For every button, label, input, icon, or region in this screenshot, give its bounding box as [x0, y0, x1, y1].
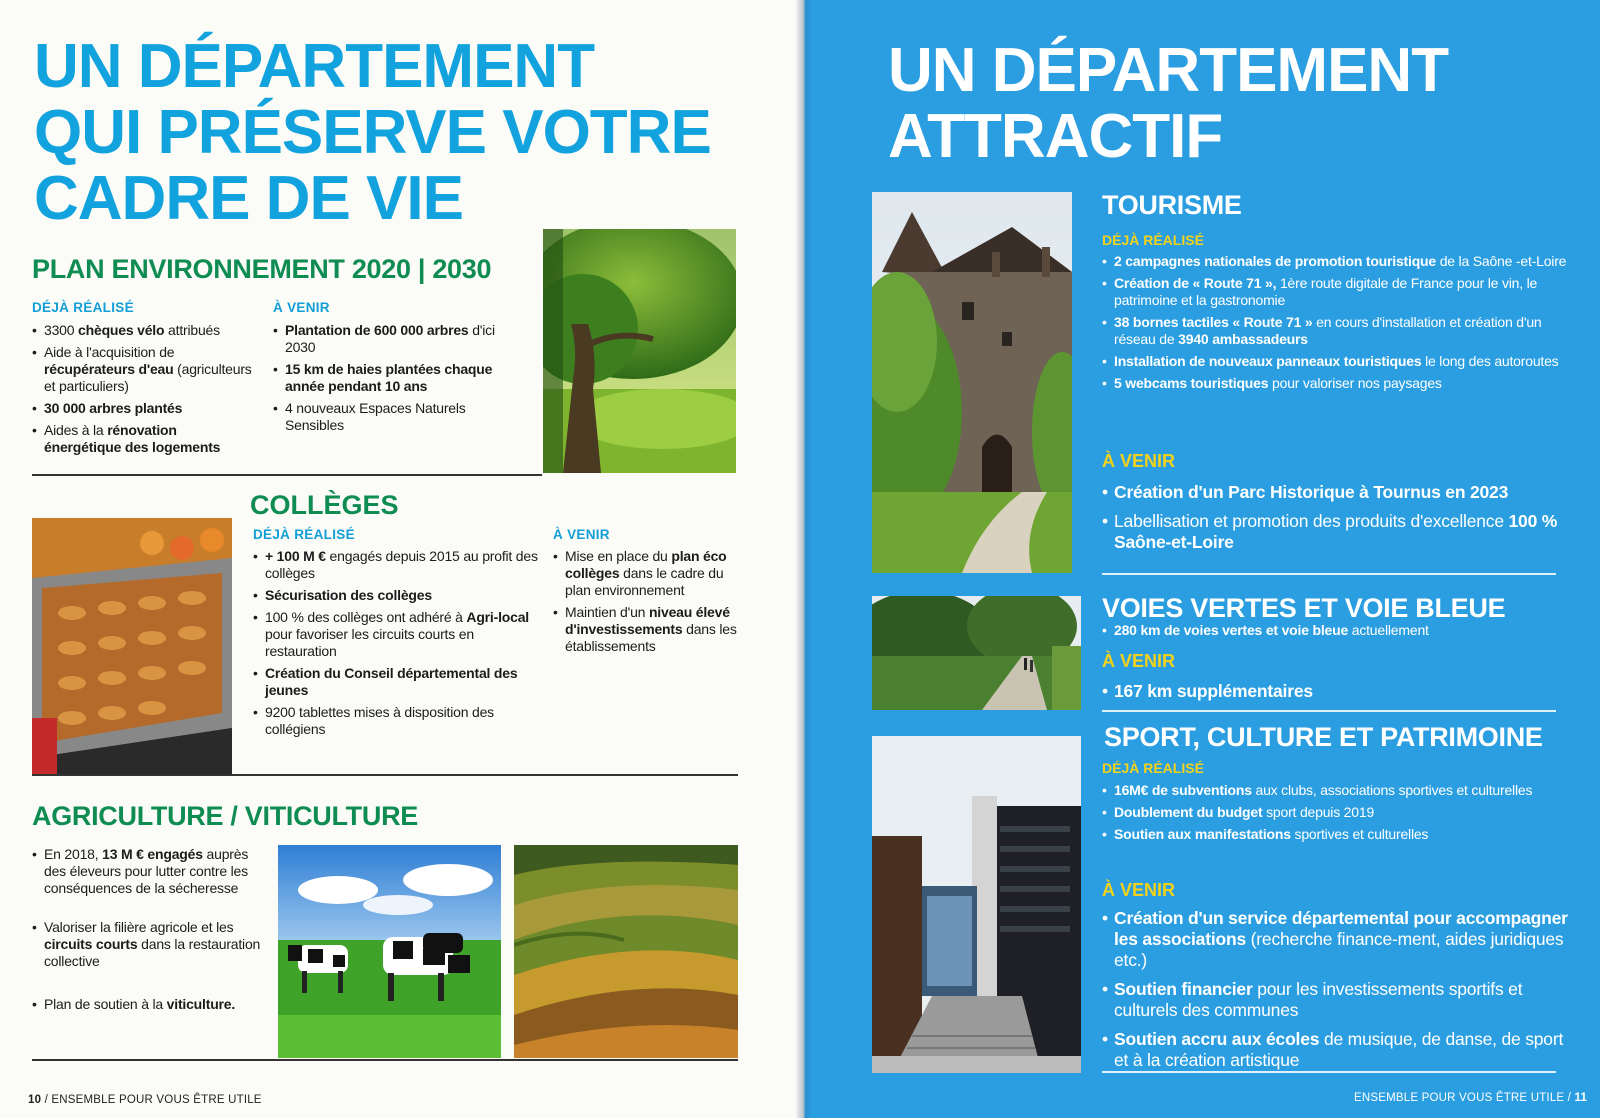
cows-photo: [278, 845, 501, 1058]
plan-realise-item-bold: récupérateurs d'eau: [44, 361, 174, 377]
plan-realise-item-text: 3300: [44, 322, 79, 338]
right-footer-text: ENSEMBLE POUR VOUS ÊTRE UTILE /: [1354, 1092, 1575, 1104]
tourisme-avenir-item: [1102, 482, 1572, 503]
tourisme-avenir-list: [1102, 482, 1572, 561]
left-page-title: [34, 34, 711, 232]
tourisme-realise-item: [1102, 275, 1572, 309]
cafeteria-food-photo: [32, 518, 232, 774]
voies-current-text: actuellement: [1348, 622, 1429, 638]
sport-realise-item-bold: Soutien aux manifestations: [1114, 826, 1291, 842]
plan-realise-item-text: Aide à l'acquisition de: [44, 344, 175, 360]
plan-bottom-rule: [32, 474, 542, 476]
building-photo: [872, 736, 1081, 1073]
sport-avenir-item: [1102, 908, 1572, 971]
tourisme-realise-item: [1102, 253, 1572, 270]
left-title-line-2: QUI PRÉSERVE VOTRE: [34, 98, 711, 167]
tourisme-avenir-item: [1102, 511, 1572, 553]
left-page-number: 10: [28, 1094, 42, 1106]
plan-realise-item: [32, 400, 257, 417]
plan-avenir-item: [273, 361, 518, 395]
colleges-realise-item-text: pour favoriser les circuits courts en restauration: [265, 626, 474, 659]
tourisme-realise-item-text: de la Saône -et-Loire: [1436, 253, 1567, 269]
plan-realise-item-text: Aides à la: [44, 422, 108, 438]
sport-avenir-item-text: de musique, de danse, de sport et à la création artistique: [1114, 1029, 1564, 1070]
agriculture-item: [32, 846, 267, 897]
agriculture-item-text: dans la restauration collective: [44, 936, 261, 969]
sport-avenir-item: [1102, 1029, 1572, 1071]
plan-avenir-item-bold: 15 km de haies plantées chaque année pendant 10 ans: [285, 361, 493, 394]
plan-realise-item-text: attribués: [164, 322, 220, 338]
plan-realise-item: [32, 422, 257, 456]
sport-avenir-item-text: (recherche finance-ment, aides juridiques etc.): [1114, 929, 1564, 970]
plan-avenir-list: [273, 322, 518, 439]
sport-avenir-label: À VENIR: [1102, 880, 1176, 900]
voies-avenir-list: [1102, 681, 1572, 710]
colleges-realise-label: DÉJÀ RÉALISÉ: [253, 527, 355, 542]
voies-current-list: [1102, 622, 1572, 644]
tourisme-realise-item-text: le long des autoroutes: [1421, 353, 1559, 369]
agriculture-item-text: Valoriser la filière agricole et les: [44, 919, 234, 935]
colleges-realise-item-bold: Sécurisation des collèges: [265, 587, 432, 603]
sport-realise-item-bold: 16M€ de subventions: [1114, 782, 1252, 798]
tourisme-avenir-item-bold: 100 % Saône-et-Loire: [1114, 511, 1558, 552]
colleges-realise-item: [253, 548, 538, 582]
colleges-realise-list: [253, 548, 538, 743]
sport-avenir-item-bold: Soutien financier: [1114, 979, 1253, 999]
page-gutter: [796, 0, 812, 1118]
tourisme-realise-item: [1102, 375, 1572, 392]
tourisme-realise-item: [1102, 353, 1572, 370]
tourisme-avenir-item-text: Labellisation et promotion des produits d'excellence: [1114, 511, 1509, 531]
plan-realise-label: DÉJÀ RÉALISÉ: [32, 300, 134, 315]
voies-avenir-label: À VENIR: [1102, 651, 1176, 671]
colleges-avenir-item-bold: plan éco collèges: [565, 548, 727, 581]
left-footer: [28, 1094, 262, 1106]
agriculture-item-bold: circuits courts: [44, 936, 138, 952]
plan-realise-item-bold: rénovation énergétique des logements: [44, 422, 221, 455]
tourisme-avenir-item-bold: Création d'un Parc Historique à Tournus en 2023: [1114, 482, 1509, 502]
right-title-line-1: UN DÉPARTEMENT: [888, 36, 1449, 105]
tourisme-realise-item-bold: 38 bornes tactiles « Route 71 »: [1114, 314, 1313, 330]
right-title-line-2: ATTRACTIF: [888, 102, 1223, 171]
tourisme-realise-item-bold: 3940 ambassadeurs: [1178, 331, 1308, 347]
right-page-title: [888, 38, 1448, 170]
right-footer: [1354, 1092, 1587, 1104]
tourisme-title: TOURISME: [1102, 190, 1242, 220]
plan-avenir-item-text: d'ici 2030: [285, 322, 495, 355]
sport-avenir-item-bold: Soutien accru aux écoles: [1114, 1029, 1320, 1049]
colleges-realise-item-text: 9200 tablettes mises à disposition des collégiens: [265, 704, 494, 737]
sport-avenir-item: [1102, 979, 1572, 1021]
plan-avenir-label: À VENIR: [273, 300, 330, 315]
tourisme-realise-item-text: en cours d'installation et création d'un réseau de: [1114, 314, 1542, 347]
tourisme-realise-item-text: 1ère route digitale de France pour le vin, le patrimoine et la gastronomie: [1114, 275, 1538, 308]
voies-avenir-item: [1102, 681, 1572, 702]
colleges-avenir-item-text: dans les établissements: [565, 621, 737, 654]
plan-realise-item: [32, 344, 257, 395]
colleges-avenir-label: À VENIR: [553, 527, 610, 542]
tourisme-realise-item: [1102, 314, 1572, 348]
voies-current-bold: 280 km de voies vertes et voie bleue: [1114, 622, 1349, 638]
vineyard-photo: [514, 845, 738, 1058]
tourisme-avenir-label: À VENIR: [1102, 451, 1176, 471]
voies-title: VOIES VERTES ET VOIE BLEUE: [1102, 593, 1506, 623]
voies-bottom-rule: [1102, 710, 1556, 712]
plan-realise-item: [32, 322, 257, 339]
tourisme-realise-item-bold: 5 webcams touristiques: [1114, 375, 1269, 391]
colleges-avenir-item-text: Mise en place du: [565, 548, 672, 564]
agriculture-item-text: Plan de soutien à la: [44, 996, 167, 1012]
sport-bottom-rule: [1102, 1071, 1556, 1073]
left-title-line-3: CADRE DE VIE: [34, 164, 463, 233]
greenway-photo: [872, 596, 1081, 710]
tourisme-realise-item-bold: 2 campagnes nationales de promotion touristique: [1114, 253, 1436, 269]
plan-avenir-item-bold: Plantation de 600 000 arbres: [285, 322, 469, 338]
tourisme-bottom-rule: [1102, 573, 1556, 575]
colleges-realise-item-text: 100 % des collèges ont adhéré à: [265, 609, 467, 625]
colleges-realise-item: [253, 587, 538, 604]
sport-title: SPORT, CULTURE ET PATRIMOINE: [1104, 722, 1543, 752]
colleges-realise-item: [253, 609, 538, 660]
plan-realise-item-bold: chèques vélo: [78, 322, 165, 338]
plan-avenir-item: [273, 400, 518, 434]
left-footer-text: / ENSEMBLE POUR VOUS ÊTRE UTILE: [41, 1094, 262, 1106]
colleges-realise-item-bold: Agri-local: [466, 609, 529, 625]
plan-environnement-title: PLAN ENVIRONNEMENT 2020 | 2030: [32, 254, 492, 284]
sport-realise-item: [1102, 782, 1562, 799]
agriculture-item-bold: viticulture.: [166, 996, 236, 1012]
colleges-realise-item-text: engagés depuis 2015 au profit des collèges: [265, 548, 538, 581]
colleges-avenir-item-text: dans le cadre du plan environnement: [565, 565, 724, 598]
agriculture-item: [32, 996, 267, 1013]
colleges-realise-item: [253, 704, 538, 738]
agriculture-item-text: auprès des éleveurs pour lutter contre les conséquences de la sécheresse: [44, 846, 249, 896]
tourisme-realise-item-text: pour valoriser nos paysages: [1268, 375, 1442, 391]
plan-avenir-item-text: 4 nouveaux Espaces Naturels Sensibles: [285, 400, 466, 433]
colleges-avenir-item-text: Maintien d'un: [565, 604, 649, 620]
colleges-bottom-rule: [32, 774, 738, 776]
sport-realise-item-bold: Doublement du budget: [1114, 804, 1263, 820]
castle-photo: [872, 192, 1072, 573]
agriculture-bottom-rule: [32, 1059, 738, 1061]
colleges-avenir-item: [553, 604, 743, 655]
colleges-avenir-list: [553, 548, 743, 660]
agriculture-item-bold: 13 M € engagés: [102, 846, 203, 862]
sport-avenir-list: [1102, 908, 1572, 1079]
tourisme-realise-label: DÉJÀ RÉALISÉ: [1102, 232, 1204, 248]
sport-realise-item: [1102, 804, 1562, 821]
sport-realise-list: [1102, 782, 1562, 848]
colleges-title: COLLÈGES: [250, 490, 399, 520]
plan-realise-list: [32, 322, 257, 461]
colleges-realise-item-bold: Création du Conseil départemental des jeunes: [265, 665, 518, 698]
colleges-realise-item-bold: + 100 M €: [265, 548, 326, 564]
sport-realise-item-text: sportives et culturelles: [1290, 826, 1429, 842]
colleges-avenir-item: [553, 548, 743, 599]
right-page-number: 11: [1574, 1092, 1588, 1104]
left-title-line-1: UN DÉPARTEMENT: [34, 32, 595, 101]
tree-photo: [543, 229, 736, 473]
sport-avenir-item-text: pour les investissements sportifs et culturels des communes: [1114, 979, 1523, 1020]
agriculture-list: [32, 846, 267, 1039]
sport-realise-item-text: aux clubs, associations sportives et culturelles: [1251, 782, 1533, 798]
voies-current-item: [1102, 622, 1572, 639]
voies-avenir-item-bold: 167 km supplémentaires: [1114, 681, 1313, 701]
tourisme-realise-list: [1102, 253, 1572, 397]
colleges-realise-item: [253, 665, 538, 699]
tourisme-realise-item-bold: Création de « Route 71 »,: [1114, 275, 1277, 291]
sport-realise-label: DÉJÀ RÉALISÉ: [1102, 760, 1204, 776]
agriculture-title: AGRICULTURE / VITICULTURE: [32, 801, 418, 831]
sport-realise-item: [1102, 826, 1562, 843]
colleges-avenir-item-bold: niveau élevé d'investissements: [565, 604, 730, 637]
sport-avenir-item-bold: Création d'un service départemental pour accompagner les associations: [1114, 908, 1568, 949]
plan-realise-item-text: (agriculteurs et particuliers): [44, 361, 252, 394]
plan-realise-item-bold: 30 000 arbres plantés: [44, 400, 183, 416]
tourisme-realise-item-bold: Installation de nouveaux panneaux touristiques: [1114, 353, 1422, 369]
sport-realise-item-text: sport depuis 2019: [1262, 804, 1375, 820]
agriculture-item: [32, 919, 267, 970]
agriculture-item-text: En 2018,: [44, 846, 103, 862]
plan-avenir-item: [273, 322, 518, 356]
